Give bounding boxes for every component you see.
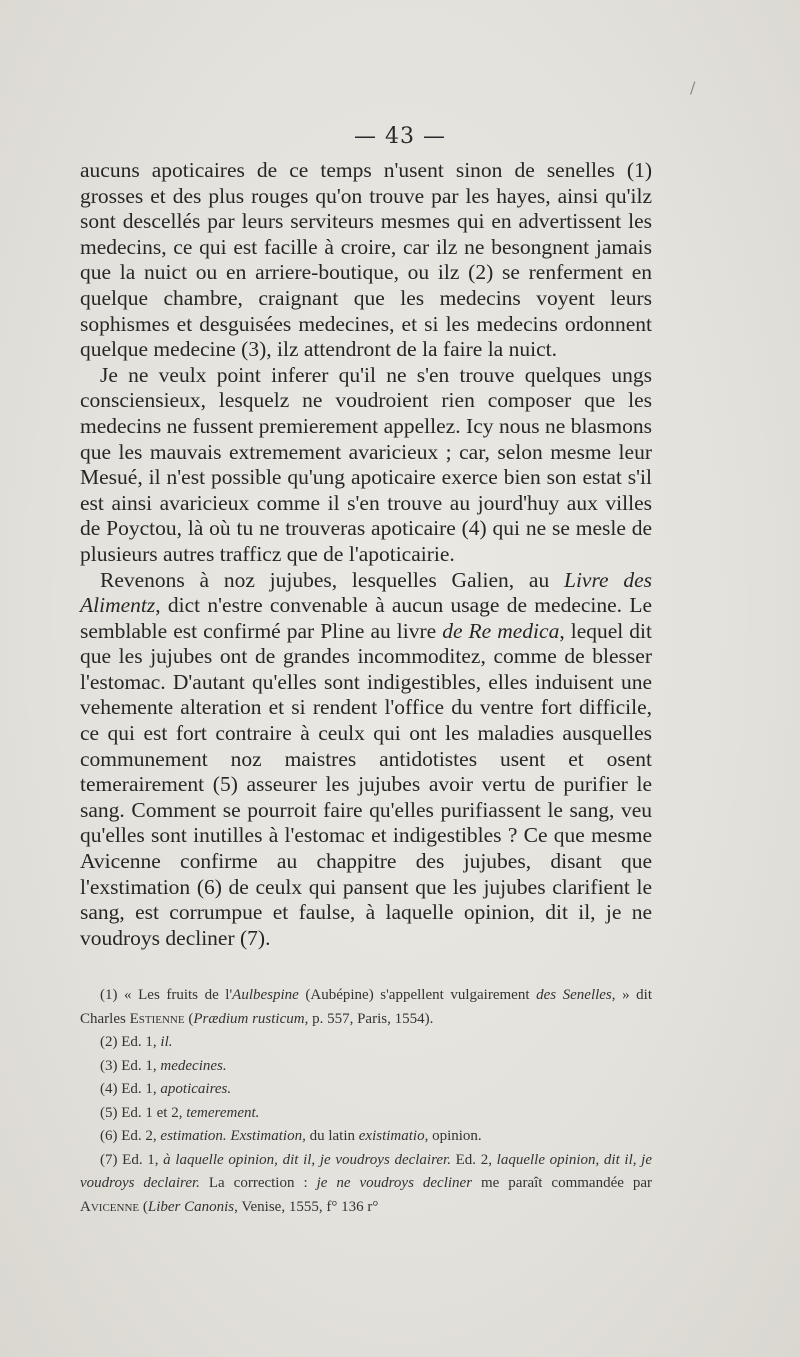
paragraph-segment: aucuns apoticaires de ce temps n'usent sinon de senelles (1) grosses et des plus rouges qu'on trouve par les hayes, ainsi qu'ilz sont descellés par leurs serviteurs mesmes qui en advertissent les medecins, ce qui est facille à croire, car ilz ne besongnent jamais que la nuict ou en arriere-boutique, ou ilz (2) se renferment en quelque chambre, craignant que les medecins voyent leurs sophismes et desguisées medecines, et si les medecins ordonnent quelque medecine (3), ilz attendront de la faire la nuict. xyxy=(80,158,652,362)
footnote-segment: me paraît commandée par xyxy=(472,1175,653,1191)
footnote-segment: Ed. 2, xyxy=(450,1151,497,1168)
footnote-2 xyxy=(80,1031,652,1055)
footnote-segment: temerement. xyxy=(186,1104,260,1121)
footnote-segment: à laquelle opinion, dit il, je voudroys declairer. xyxy=(163,1151,451,1168)
footnote-1 xyxy=(80,984,652,1031)
footnote-segment: (Aubépine) s'appellent vulgairement xyxy=(298,987,537,1003)
footnote-segment: Estienne xyxy=(129,1010,185,1027)
main-text xyxy=(80,158,652,951)
footnote-segment: il. xyxy=(160,1034,173,1050)
footnote-segment: (1) « Les fruits de l' xyxy=(100,987,233,1003)
footnote-segment: ( xyxy=(139,1198,148,1215)
footnote-segment: Liber Canonis xyxy=(147,1198,235,1215)
footnote-segment: des Senelles xyxy=(536,987,612,1003)
footnote-segment: (6) Ed. 2, xyxy=(100,1128,161,1144)
footnote-segment: estimation. Exstimation, xyxy=(160,1128,306,1144)
footnote-segment: Prædium rusticum xyxy=(193,1010,305,1027)
paragraph-segment: Livre des Alimentz xyxy=(80,567,652,618)
footnote-segment: , p. 557, Paris, 1554). xyxy=(304,1010,434,1027)
footnote-segment: La correction : xyxy=(199,1175,317,1191)
footnote-segment: (3) Ed. 1, xyxy=(100,1057,161,1074)
page-number: — 43 — xyxy=(354,124,446,149)
paragraph-segment: , lequel dit que les jujubes ont de grandes incommoditez, comme de blesser l'estomac. D'autant qu'elles sont indigestibles, elles induisent une vehemente alteration et si rendent l'office du ventre fort difficile, ce qui est fort contraire à ceulx qui ont les maladies ausquelles communement noz maistres antidotistes usent et osent temerairement (5) asseurer les jujubes avoir vertu de purifier le sang. Comment se pourroit faire qu'elles purifiassent le sang, veu qu'elles sont inutilles à l'estomac et indigestibles ? Ce que mesme Avicenne confirme au chappitre des jujubes, disant que l'exstimation (6) de ceulx qui pansent que les jujubes clarifient le sang, est corrumpue et faulse, à laquelle opinion, dit il, je ne voudroys decliner (7). xyxy=(80,618,652,950)
footnote-segment: laquelle opinion, dit il, je voudroys declairer. xyxy=(80,1151,652,1191)
footnote-3 xyxy=(80,1055,652,1079)
footnote-5 xyxy=(80,1102,652,1126)
footnotes xyxy=(80,984,652,1219)
footnote-4 xyxy=(80,1078,652,1102)
footnote-segment: ( xyxy=(184,1010,194,1027)
footnote-segment: medecines. xyxy=(160,1057,227,1074)
footnote-segment: Aulbespine xyxy=(232,987,299,1003)
footnote-segment: , opinion. xyxy=(424,1128,482,1144)
footnote-segment: du latin xyxy=(305,1128,359,1144)
footnote-segment: (5) Ed. 1 et 2, xyxy=(100,1104,187,1121)
paragraph-segment: de Re medica xyxy=(442,618,560,643)
footnote-segment: Avicenne xyxy=(80,1198,140,1215)
footnote-7 xyxy=(80,1149,652,1220)
paragraph-segment: Je ne veulx point inferer qu'il ne s'en trouve quelques ungs consciensieux, lesquelz ne voudroient rien composer que les medecins ne fussent premierement appellez. Icy nous ne blasmons que les mauvais extremement avaricieux ; car, selon mesme leur Mesué, il n'est possible qu'ung apoticaire exerce bien son estat s'il est ainsi avaricieux comme il s'en trouve au jourd'huy aux villes de Poyctou, là où tu ne trouveras apoticaire (4) qui ne se mesle de plusieurs autres trafficz que de l'apoticairie. xyxy=(80,362,652,566)
paragraph-3 xyxy=(80,568,652,952)
footnote-segment: (7) Ed. 1, xyxy=(100,1151,164,1168)
footnote-segment: , Venise, 1555, f° 136 r° xyxy=(234,1198,379,1215)
footnote-segment: je ne voudroys decliner xyxy=(316,1175,473,1191)
margin-mark: / xyxy=(690,78,696,97)
paragraph-1 xyxy=(80,158,652,363)
footnote-segment: apoticaires. xyxy=(160,1081,232,1097)
footnote-segment: (2) Ed. 1, xyxy=(100,1034,161,1050)
footnote-segment: existimatio xyxy=(358,1128,425,1144)
paragraph-2 xyxy=(80,363,652,568)
footnote-segment: (4) Ed. 1, xyxy=(100,1081,161,1097)
paragraph-segment: Revenons à noz jujubes, lesquelles Galien, au xyxy=(100,567,564,592)
paragraph-segment: , dict n'estre convenable à aucun usage de medecine. Le semblable est confirmé par Pline au livre xyxy=(80,593,652,643)
footnote-segment: , » dit Charles xyxy=(80,987,652,1027)
footnote-6 xyxy=(80,1125,652,1149)
